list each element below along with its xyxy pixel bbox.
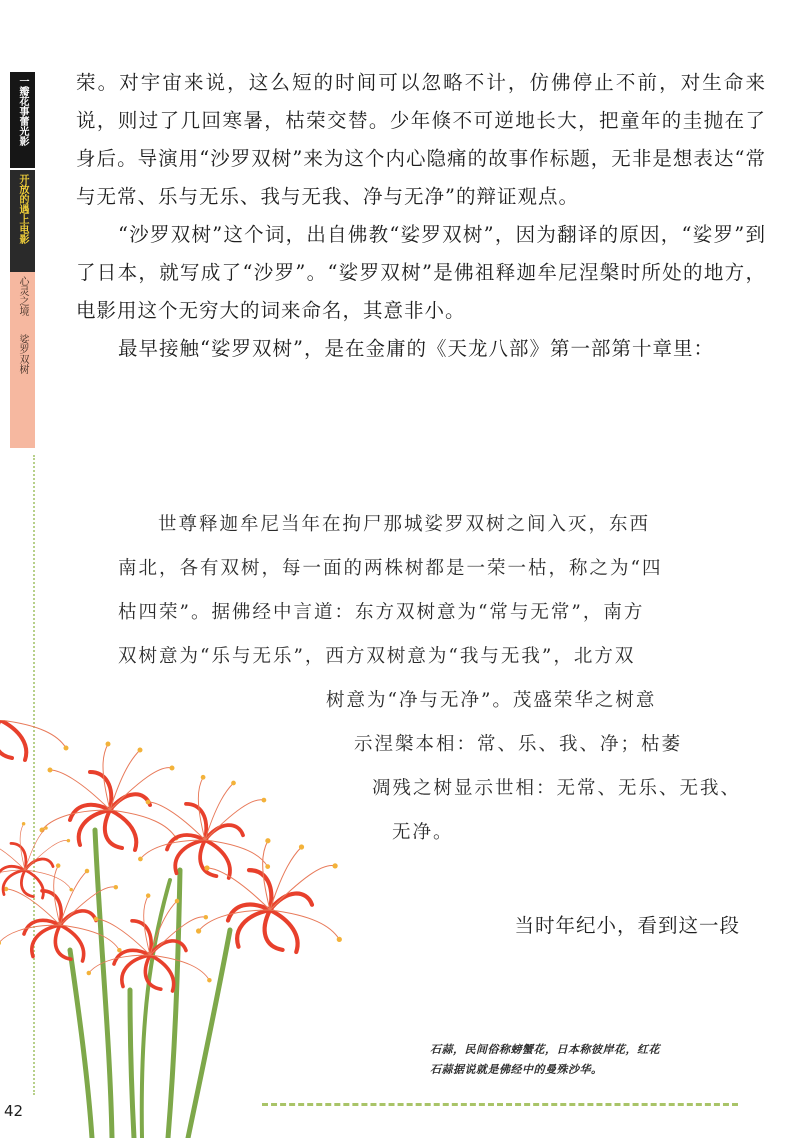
quote-line: 凋残之树显示世相：无常、无乐、无我、 — [372, 778, 742, 799]
page-number: 42 — [4, 1102, 24, 1120]
quote-line: 树意为“净与无净”。茂盛荣华之树意 — [326, 690, 657, 711]
paragraph-2: “沙罗双树”这个词，出自佛教“娑罗双树”，因为翻译的原因，“娑罗”到了日本，就写成了“沙罗”。“娑罗双树”是佛祖释迦牟尼涅槃时所处的地方，电影用这个无穷大的词来命名，其意非小。 — [76, 223, 766, 322]
illustration-caption — [430, 1040, 750, 1080]
quote-line: 双树意为“乐与无乐”，西方双树意为“我与无我”，北方双 — [118, 646, 636, 667]
quote-line: 枯四荣”。据佛经中言道：东方双树意为“常与无常”，南方 — [118, 602, 645, 623]
quote-line: 南北，各有双树，每一面的两株树都是一荣一枯，称之为“四 — [118, 558, 663, 579]
bottom-divider — [262, 1103, 738, 1106]
side-tab-series — [10, 170, 35, 272]
book-title-text: 一瓣花事蕾光影 — [17, 76, 28, 146]
chapter-title-text: 心灵之境 — [17, 276, 28, 316]
paragraph-3: 最早接触“娑罗双树”，是在金庸的《天龙八部》第一部第十章里： — [118, 337, 714, 360]
body-text — [76, 64, 766, 368]
quote-line: 示涅槃本相：常、乐、我、净；枯萎 — [354, 734, 683, 755]
section-title-text: 娑罗双树 — [17, 334, 28, 374]
side-tab-chapter — [10, 272, 35, 448]
series-title-text: 开放的遇上电影 — [17, 174, 28, 244]
caption-line-1: 石蒜，民间俗称螃蟹花，日本称彼岸花，红花 — [430, 1043, 660, 1056]
quote-line: 世尊释迦牟尼当年在拘尸那城娑罗双树之间入灭，东西 — [158, 514, 651, 535]
paragraph-1: 荣。对宇宙来说，这么短的时间可以忽略不计，仿佛停止不前，对生命来说，则过了几回寒暑，枯荣交替。少年倏不可逆地长大，把童年的圭抛在了身后。导演用“沙罗双树”来为这个内心隐痛的故事作标题，无非是想表达“常与无常、乐与无乐、我与无我、净与无净”的辩证观点。 — [76, 71, 766, 208]
side-tab-book-title — [10, 72, 35, 170]
caption-line-2: 石蒜据说就是佛经中的曼殊沙华。 — [430, 1063, 603, 1076]
spider-lily-illustration — [0, 720, 380, 1138]
quote-line: 无净。 — [392, 822, 454, 843]
closing-line: 当时年纪小，看到这一段 — [514, 914, 740, 937]
